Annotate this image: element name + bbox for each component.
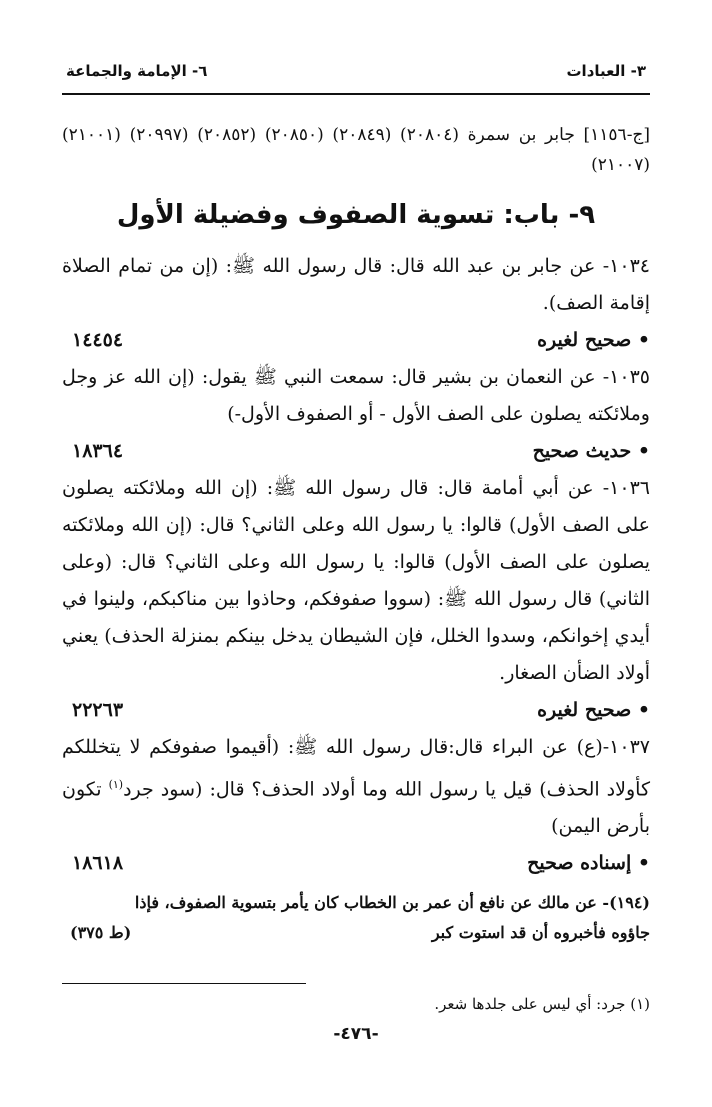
hadith-text-1034: ١٠٣٤- عن جابر بن عبد الله قال: قال رسول الله ﷺ: (إن من تمام الصلاة إقامة الصف).	[62, 255, 650, 314]
footnote-marker[interactable]: (١)	[108, 778, 124, 791]
athar-line-1: (١٩٤)- عن مالك عن نافع أن عمر بن الخطاب كان يأمر بتسوية الصفوف، فإذا	[134, 893, 650, 913]
hadith-list	[62, 248, 650, 948]
hadith-reference-number: ١٨٦١٨	[72, 852, 124, 875]
hadith-text-1035: ١٠٣٥- عن النعمان بن بشير قال: سمعت النبي ﷺ يقول: (إن الله عز وجل وملائكته يصلون على الصف الأول - أو الصفوف الأول-)	[62, 366, 650, 425]
athar-reference: (ط ٣٧٥)	[70, 923, 132, 943]
header-divider	[62, 93, 650, 95]
footnote-divider	[62, 983, 306, 984]
hadith-text-part: ١٠٣٧-(ع) عن البراء قال:قال رسول الله ﷺ: (أقيموا صفوفكم لا يتخللكم كأولاد الحذف) قيل يا رسول الله وما أولاد الحذف؟ قال: (سود جرد	[62, 736, 650, 801]
grade-row-1036	[62, 692, 650, 729]
hadith-grade: • صحيح لغيره	[537, 699, 650, 721]
grade-row-1037	[62, 845, 650, 882]
header-chapter-section: ٦- الإمامة والجماعة	[66, 62, 208, 80]
hadith-reference-number: ٢٢٢٦٣	[72, 699, 124, 721]
hadith-grade: • صحيح لغيره	[537, 329, 650, 351]
hadith-grade: • حديث صحيح	[532, 440, 650, 462]
footnote: (١) جرد: أي ليس على جلدها شعر.	[434, 995, 650, 1013]
hadith-reference-number: ١٤٤٥٤	[72, 329, 124, 351]
chapter-title: ٩- باب: تسوية الصفوف وفضيلة الأول	[116, 200, 596, 230]
hadith-text-1037	[62, 729, 650, 845]
athar-line-2-row	[62, 918, 650, 948]
grade-row-1034	[62, 322, 650, 359]
page-number: -٤٧٦-	[333, 1024, 379, 1044]
athar-line-2: جاؤوه فأخبروه أن قد استوت كبر	[431, 923, 650, 943]
hadith-text-part: تكون بأرض اليمن)	[62, 778, 650, 838]
hadith-text-1036: ١٠٣٦- عن أبي أمامة قال: قال رسول الله ﷺ: (إن الله وملائكته يصلون على الصف الأول) قالوا: يا رسول الله وعلى الثاني؟ قال: (إن الله وملائكته يصلون على الصف الأول) قالوا: يا رسول الله وعلى الثاني؟ قال: (وعلى الثاني) قال رسول الله ﷺ: (سووا صفوفكم، وحاذوا بين مناكبكم، ولينوا في أيدي إخوانكم، وسدوا الخلل، فإن الشيطان يدخل بينكم بمنزلة الحذف) يعني أولاد الضأن الصغار.	[62, 477, 650, 684]
grade-row-1035	[62, 433, 650, 470]
hadith-grade: • إسناده صحيح	[527, 852, 650, 875]
cross-reference: [ج-١١٥٦] جابر بن سمرة (٢٠٨٠٤) (٢٠٨٤٩) (٢٠٨٥٠) (٢٠٨٥٢) (٢٠٩٩٧) (٢١٠٠١) (٢١٠٠٧)	[62, 125, 651, 175]
hadith-reference-number: ١٨٣٦٤	[72, 440, 124, 462]
header-book-section: ٣- العبادات	[566, 62, 646, 80]
running-header	[62, 56, 650, 86]
athar-block	[62, 888, 650, 948]
